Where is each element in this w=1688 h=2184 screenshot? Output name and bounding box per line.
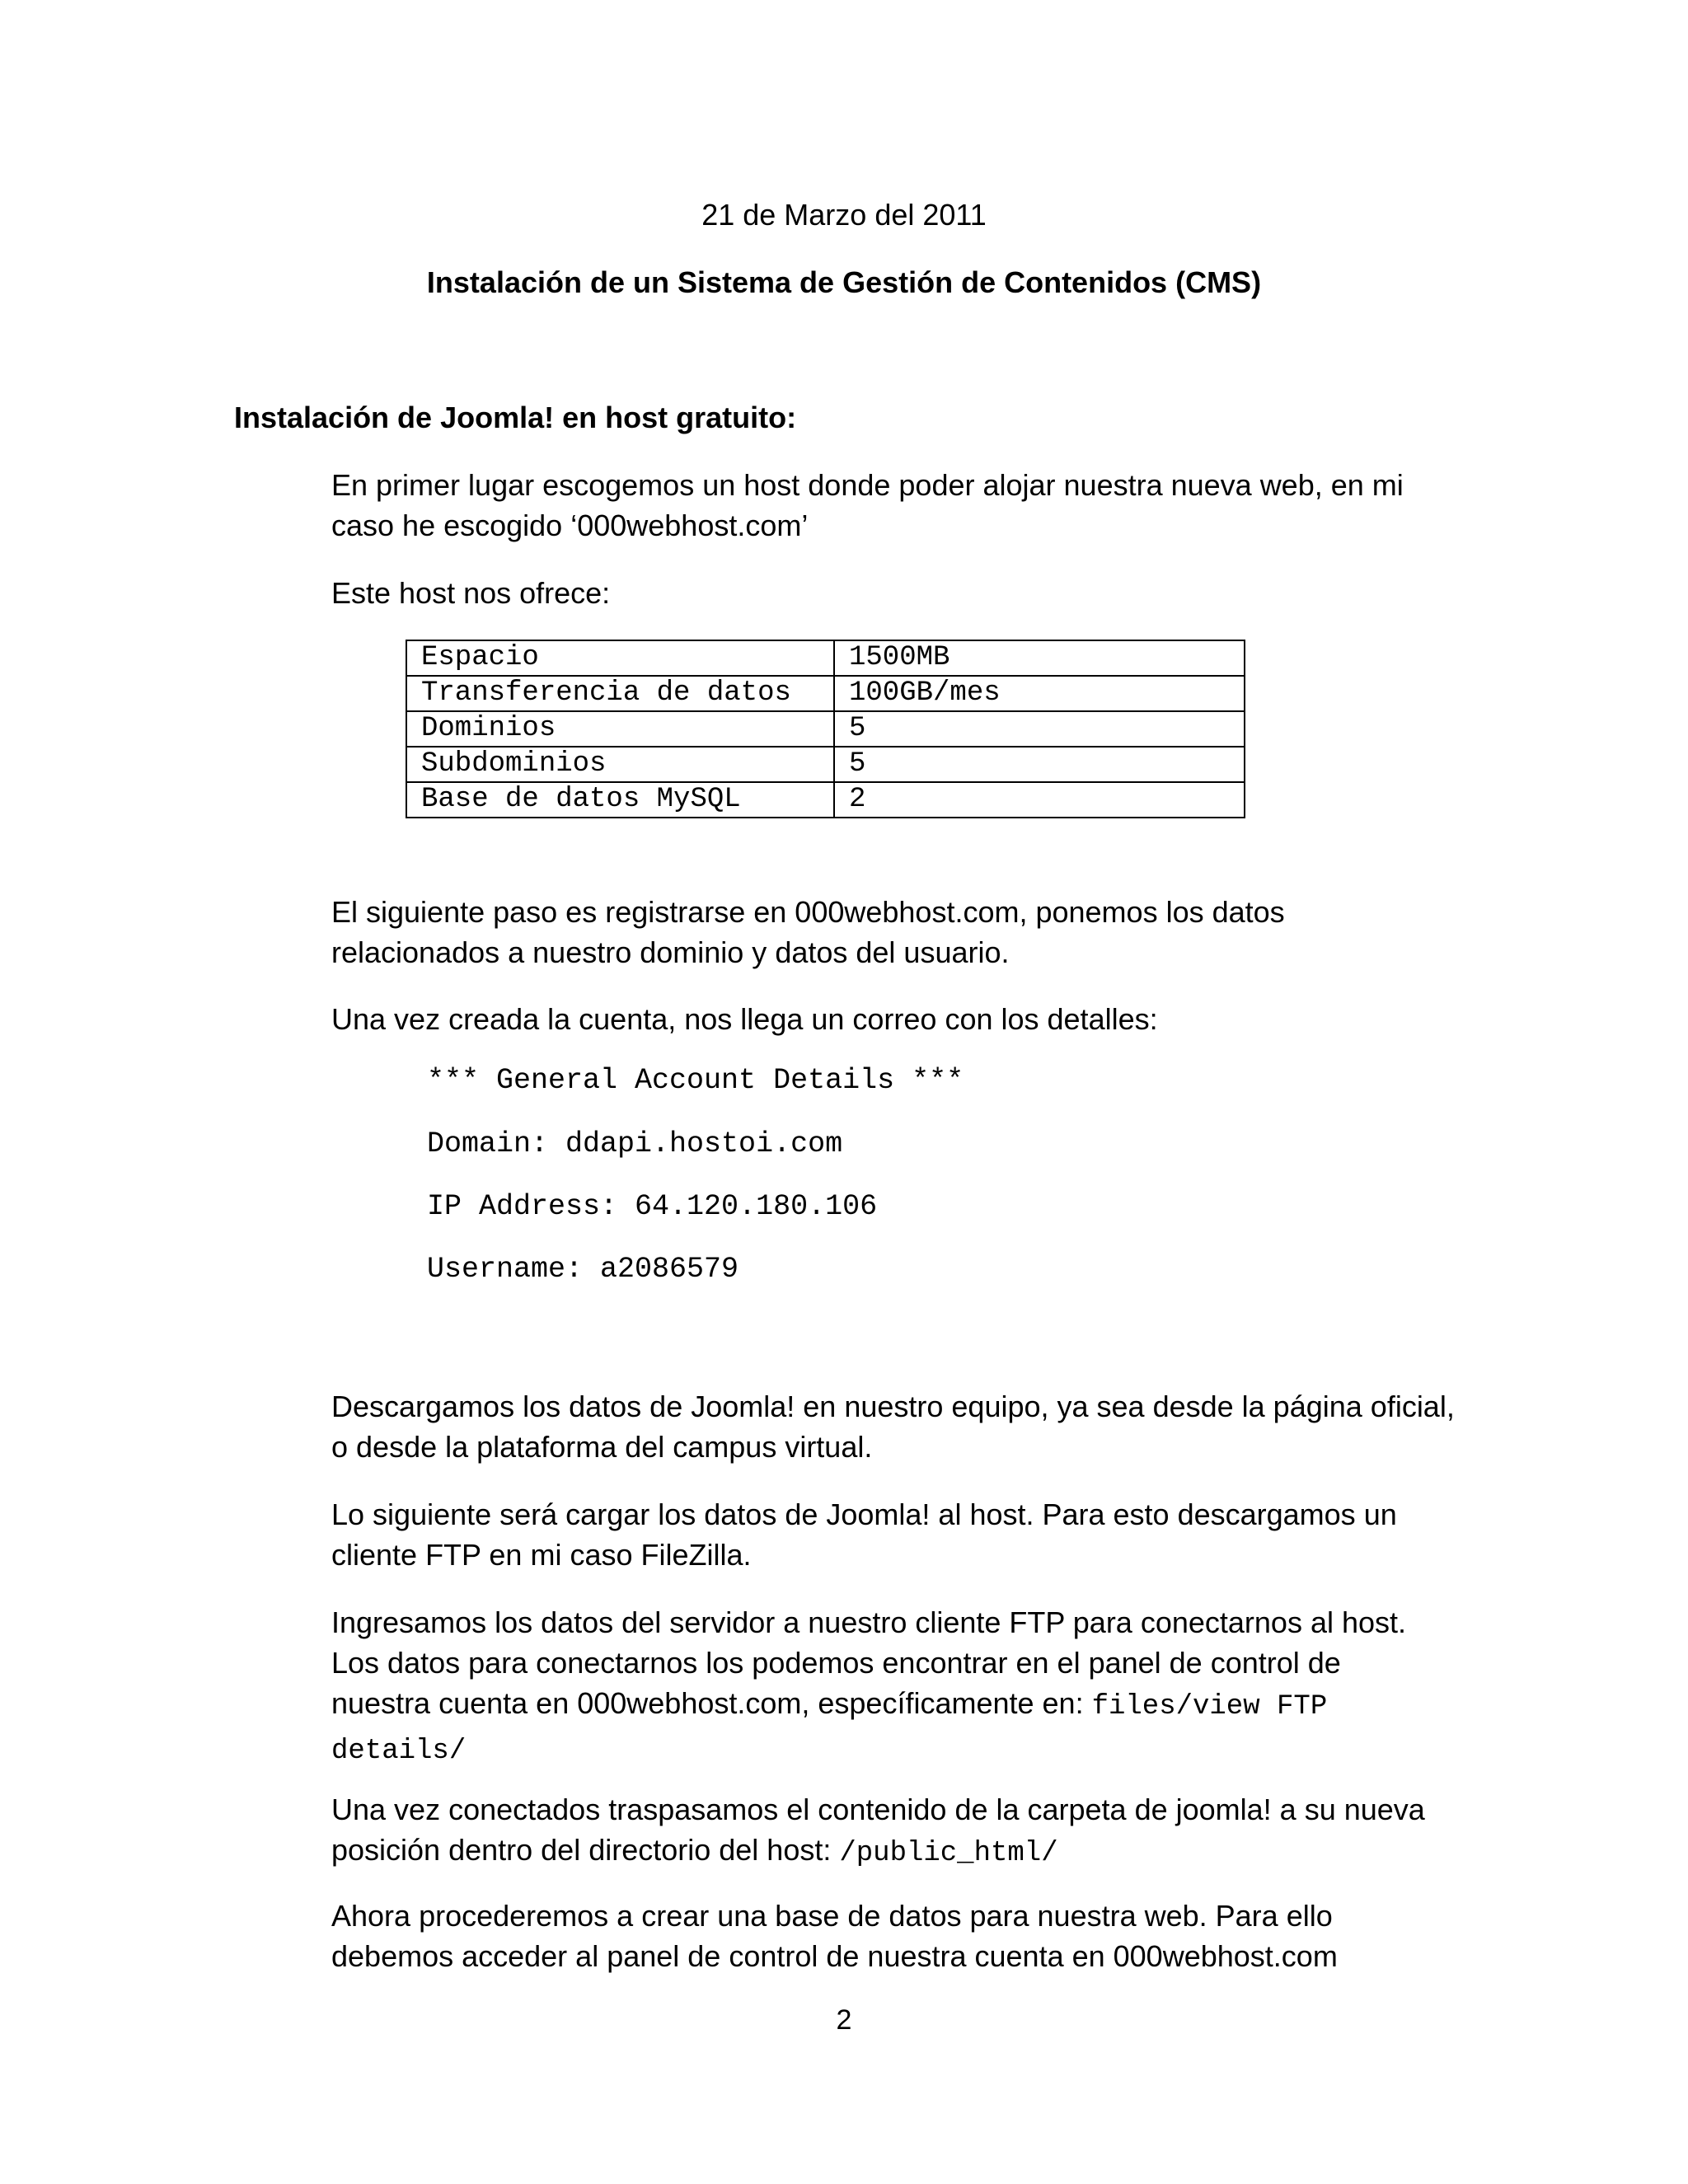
table-row bbox=[406, 676, 1245, 711]
table-row bbox=[406, 782, 1245, 818]
table-cell-label: Espacio bbox=[406, 640, 834, 676]
table-cell-value: 1500MB bbox=[834, 640, 1245, 676]
page-number: 2 bbox=[836, 2004, 852, 2036]
account-details-header: *** General Account Details *** bbox=[427, 1064, 964, 1097]
table-cell-value: 100GB/mes bbox=[834, 676, 1245, 711]
table-row bbox=[406, 747, 1245, 782]
paragraph-register: El siguiente paso es registrarse en 000webhost.com, ponemos los datos relacionados a nuestro dominio y datos del usuario. bbox=[331, 895, 1285, 969]
paragraph-transfer-files-text: Una vez conectados traspasamos el contenido de la carpeta de joomla! a su nueva posición dentro del directorio del host: bbox=[331, 1793, 1425, 1867]
paragraph-ftp-connect bbox=[331, 1602, 1436, 1772]
public-html-path: /public_html/ bbox=[839, 1838, 1058, 1869]
account-domain: Domain: ddapi.hostoi.com bbox=[427, 1127, 843, 1160]
paragraph-host-offers: Este host nos ofrece: bbox=[331, 576, 611, 610]
paragraph-download-joomla: Descargamos los datos de Joomla! en nuestro equipo, ya sea desde la página oficial, o desde la plataforma del campus virtual. bbox=[331, 1390, 1455, 1464]
account-ip-address: IP Address: 64.120.180.106 bbox=[427, 1190, 878, 1223]
table-cell-value: 5 bbox=[834, 711, 1245, 747]
section-heading: Instalación de Joomla! en host gratuito: bbox=[234, 401, 797, 434]
table-cell-value: 5 bbox=[834, 747, 1245, 782]
table-cell-label: Subdominios bbox=[406, 747, 834, 782]
paragraph-upload-ftp: Lo siguiente será cargar los datos de Joomla! al host. Para esto descargamos un cliente FTP en mi caso FileZilla. bbox=[331, 1497, 1397, 1572]
paragraph-create-database: Ahora procederemos a crear una base de datos para nuestra web. Para ello debemos acceder al panel de control de nuestra cuenta en 000webhost.com bbox=[331, 1899, 1338, 1973]
document-title: Instalación de un Sistema de Gestión de Contenidos (CMS) bbox=[426, 265, 1262, 299]
table-row bbox=[406, 711, 1245, 747]
document-date: 21 de Marzo del 2011 bbox=[701, 198, 987, 232]
table-cell-value: 2 bbox=[834, 782, 1245, 818]
paragraph-transfer-files bbox=[331, 1789, 1461, 1874]
ftp-details-path: files/view FTP details/ bbox=[331, 1691, 1328, 1767]
table-cell-label: Dominios bbox=[406, 711, 834, 747]
table-cell-label: Base de datos MySQL bbox=[406, 782, 834, 818]
paragraph-ftp-connect-text: Ingresamos los datos del servidor a nuestro cliente FTP para conectarnos al host. Los datos para conectarnos los podemos encontrar en el panel de control de nuestra cuenta en 000webhost.com, específicamente en: bbox=[331, 1605, 1407, 1720]
table-cell-label: Transferencia de datos bbox=[406, 676, 834, 711]
paragraph-account-email: Una vez creada la cuenta, nos llega un correo con los detalles: bbox=[331, 1002, 1158, 1036]
table-row bbox=[406, 640, 1245, 676]
paragraph-intro: En primer lugar escogemos un host donde poder alojar nuestra nueva web, en mi caso he escogido ‘000webhost.com’ bbox=[331, 468, 1404, 542]
account-username: Username: a2086579 bbox=[427, 1253, 739, 1286]
host-specs-table bbox=[406, 640, 1245, 818]
